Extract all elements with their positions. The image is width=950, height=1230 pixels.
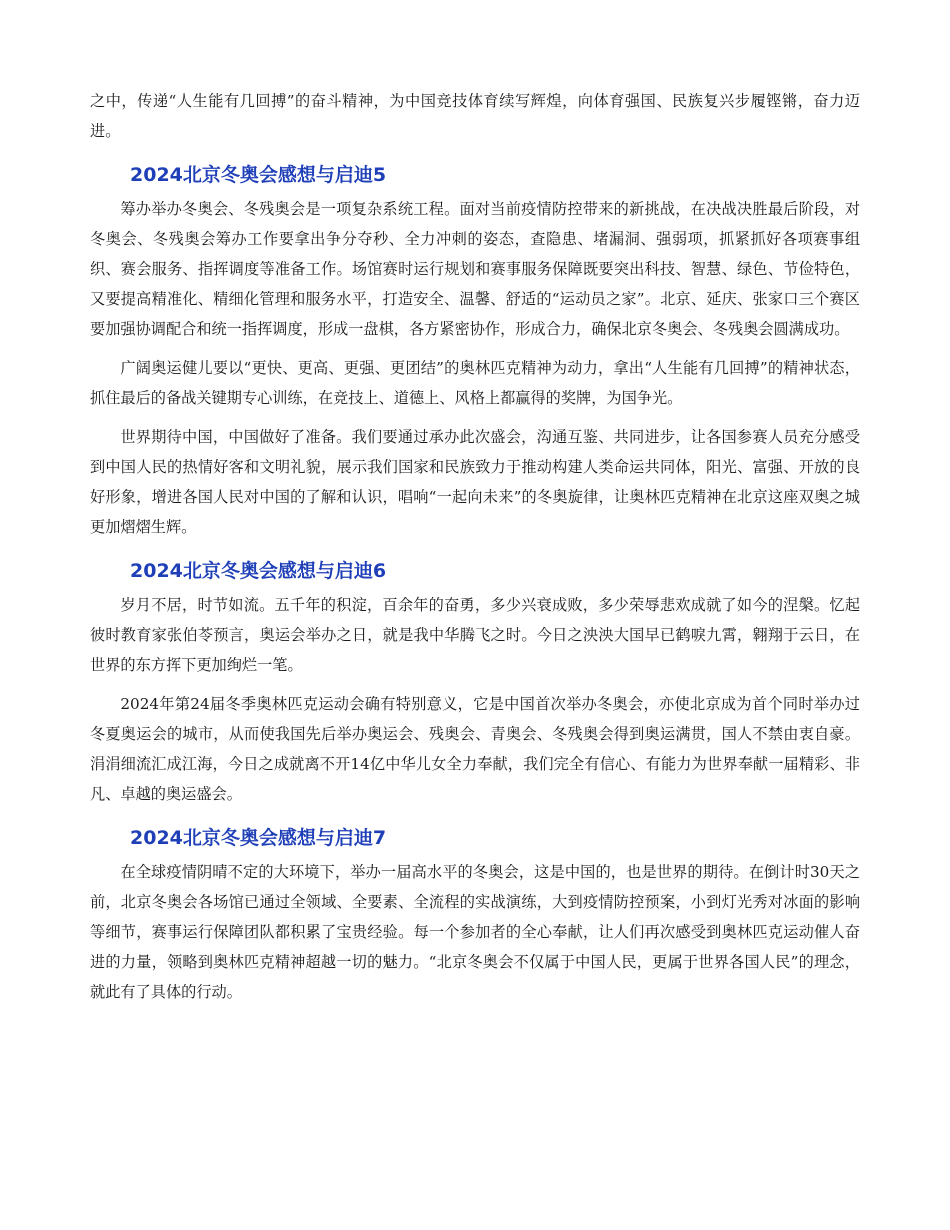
section-7-paragraph-1: 在全球疫情阴晴不定的大环境下，举办一届高水平的冬奥会，这是中国的，也是世界的期待。在倒计时30天之前，北京冬奥会各场馆已通过全领域、全要素、全流程的实战演练，大到疫情防控预案，小到灯光秀对冰面的影响等细节，赛事运行保障团队都积累了宝贵经验。每一个参加者的全心奉献，让人们再次感受到奥林匹克运动催人奋进的力量，领略到奥林匹克精神超越一切的魅力。“北京冬奥会不仅属于中国人民，更属于世界各国人民”的理念，就此有了具体的行动。	[90, 863, 860, 1001]
section-heading-5: 2024北京冬奥会感想与启迪5	[130, 164, 387, 186]
section-5-paragraph-3: 世界期待中国，中国做好了准备。我们要通过承办此次盛会，沟通互鉴、共同进步，让各国参赛人员充分感受到中国人民的热情好客和文明礼貌，展示我们国家和民族致力于推动构建人类命运共同体，阳光、富强、开放的良好形象，增进各国人民对中国的了解和认识，唱响“一起向未来”的冬奥旋律，让奥林匹克精神在北京这座双奥之城更加熠熠生辉。	[90, 428, 860, 536]
section-heading-6: 2024北京冬奥会感想与启迪6	[130, 560, 387, 582]
section-heading-7: 2024北京冬奥会感想与启迪7	[130, 827, 387, 849]
section-5-paragraph-1: 筹办举办冬奥会、冬残奥会是一项复杂系统工程。面对当前疫情防控带来的新挑战，在决战决胜最后阶段，对冬奥会、冬残奥会筹办工作要拿出争分夺秒、全力冲刺的姿态，查隐患、堵漏洞、强弱项，抓紧抓好各项赛事组织、赛会服务、指挥调度等准备工作。场馆赛时运行规划和赛事服务保障既要突出科技、智慧、绿色、节俭特色，又要提高精准化、精细化管理和服务水平，打造安全、温馨、舒适的“运动员之家”。北京、延庆、张家口三个赛区要加强协调配合和统一指挥调度，形成一盘棋，各方紧密协作，形成合力，确保北京冬奥会、冬残奥会圆满成功。	[90, 200, 860, 338]
intro-paragraph: 之中，传递“人生能有几回搏”的奋斗精神，为中国竞技体育续写辉煌，向体育强国、民族复兴步履铿锵，奋力迈进。	[90, 92, 860, 140]
section-5-paragraph-2: 广阔奥运健儿要以“更快、更高、更强、更团结”的奥林匹克精神为动力，拿出“人生能有几回搏”的精神状态，抓住最后的备战关键期专心训练，在竞技上、道德上、风格上都赢得的奖牌，为国争光。	[90, 359, 860, 407]
section-6-paragraph-1: 岁月不居，时节如流。五千年的积淀，百余年的奋勇，多少兴衰成败，多少荣辱悲欢成就了如今的涅槃。忆起彼时教育家张伯苓预言，奥运会举办之日，就是我中华腾飞之时。今日之泱泱大国早已鹤唳九霄，翱翔于云日，在世界的东方挥下更加绚烂一笔。	[90, 596, 860, 674]
section-6-paragraph-2: 2024年第24届冬季奥林匹克运动会确有特别意义，它是中国首次举办冬奥会，亦使北京成为首个同时举办过冬夏奥运会的城市，从而使我国先后举办奥运会、残奥会、青奥会、冬残奥会得到奥运满贯，国人不禁由衷自豪。涓涓细流汇成江海，今日之成就离不开14亿中华儿女全力奉献，我们完全有信心、有能力为世界奉献一届精彩、非凡、卓越的奥运盛会。	[90, 695, 860, 803]
document-content	[90, 86, 860, 1016]
